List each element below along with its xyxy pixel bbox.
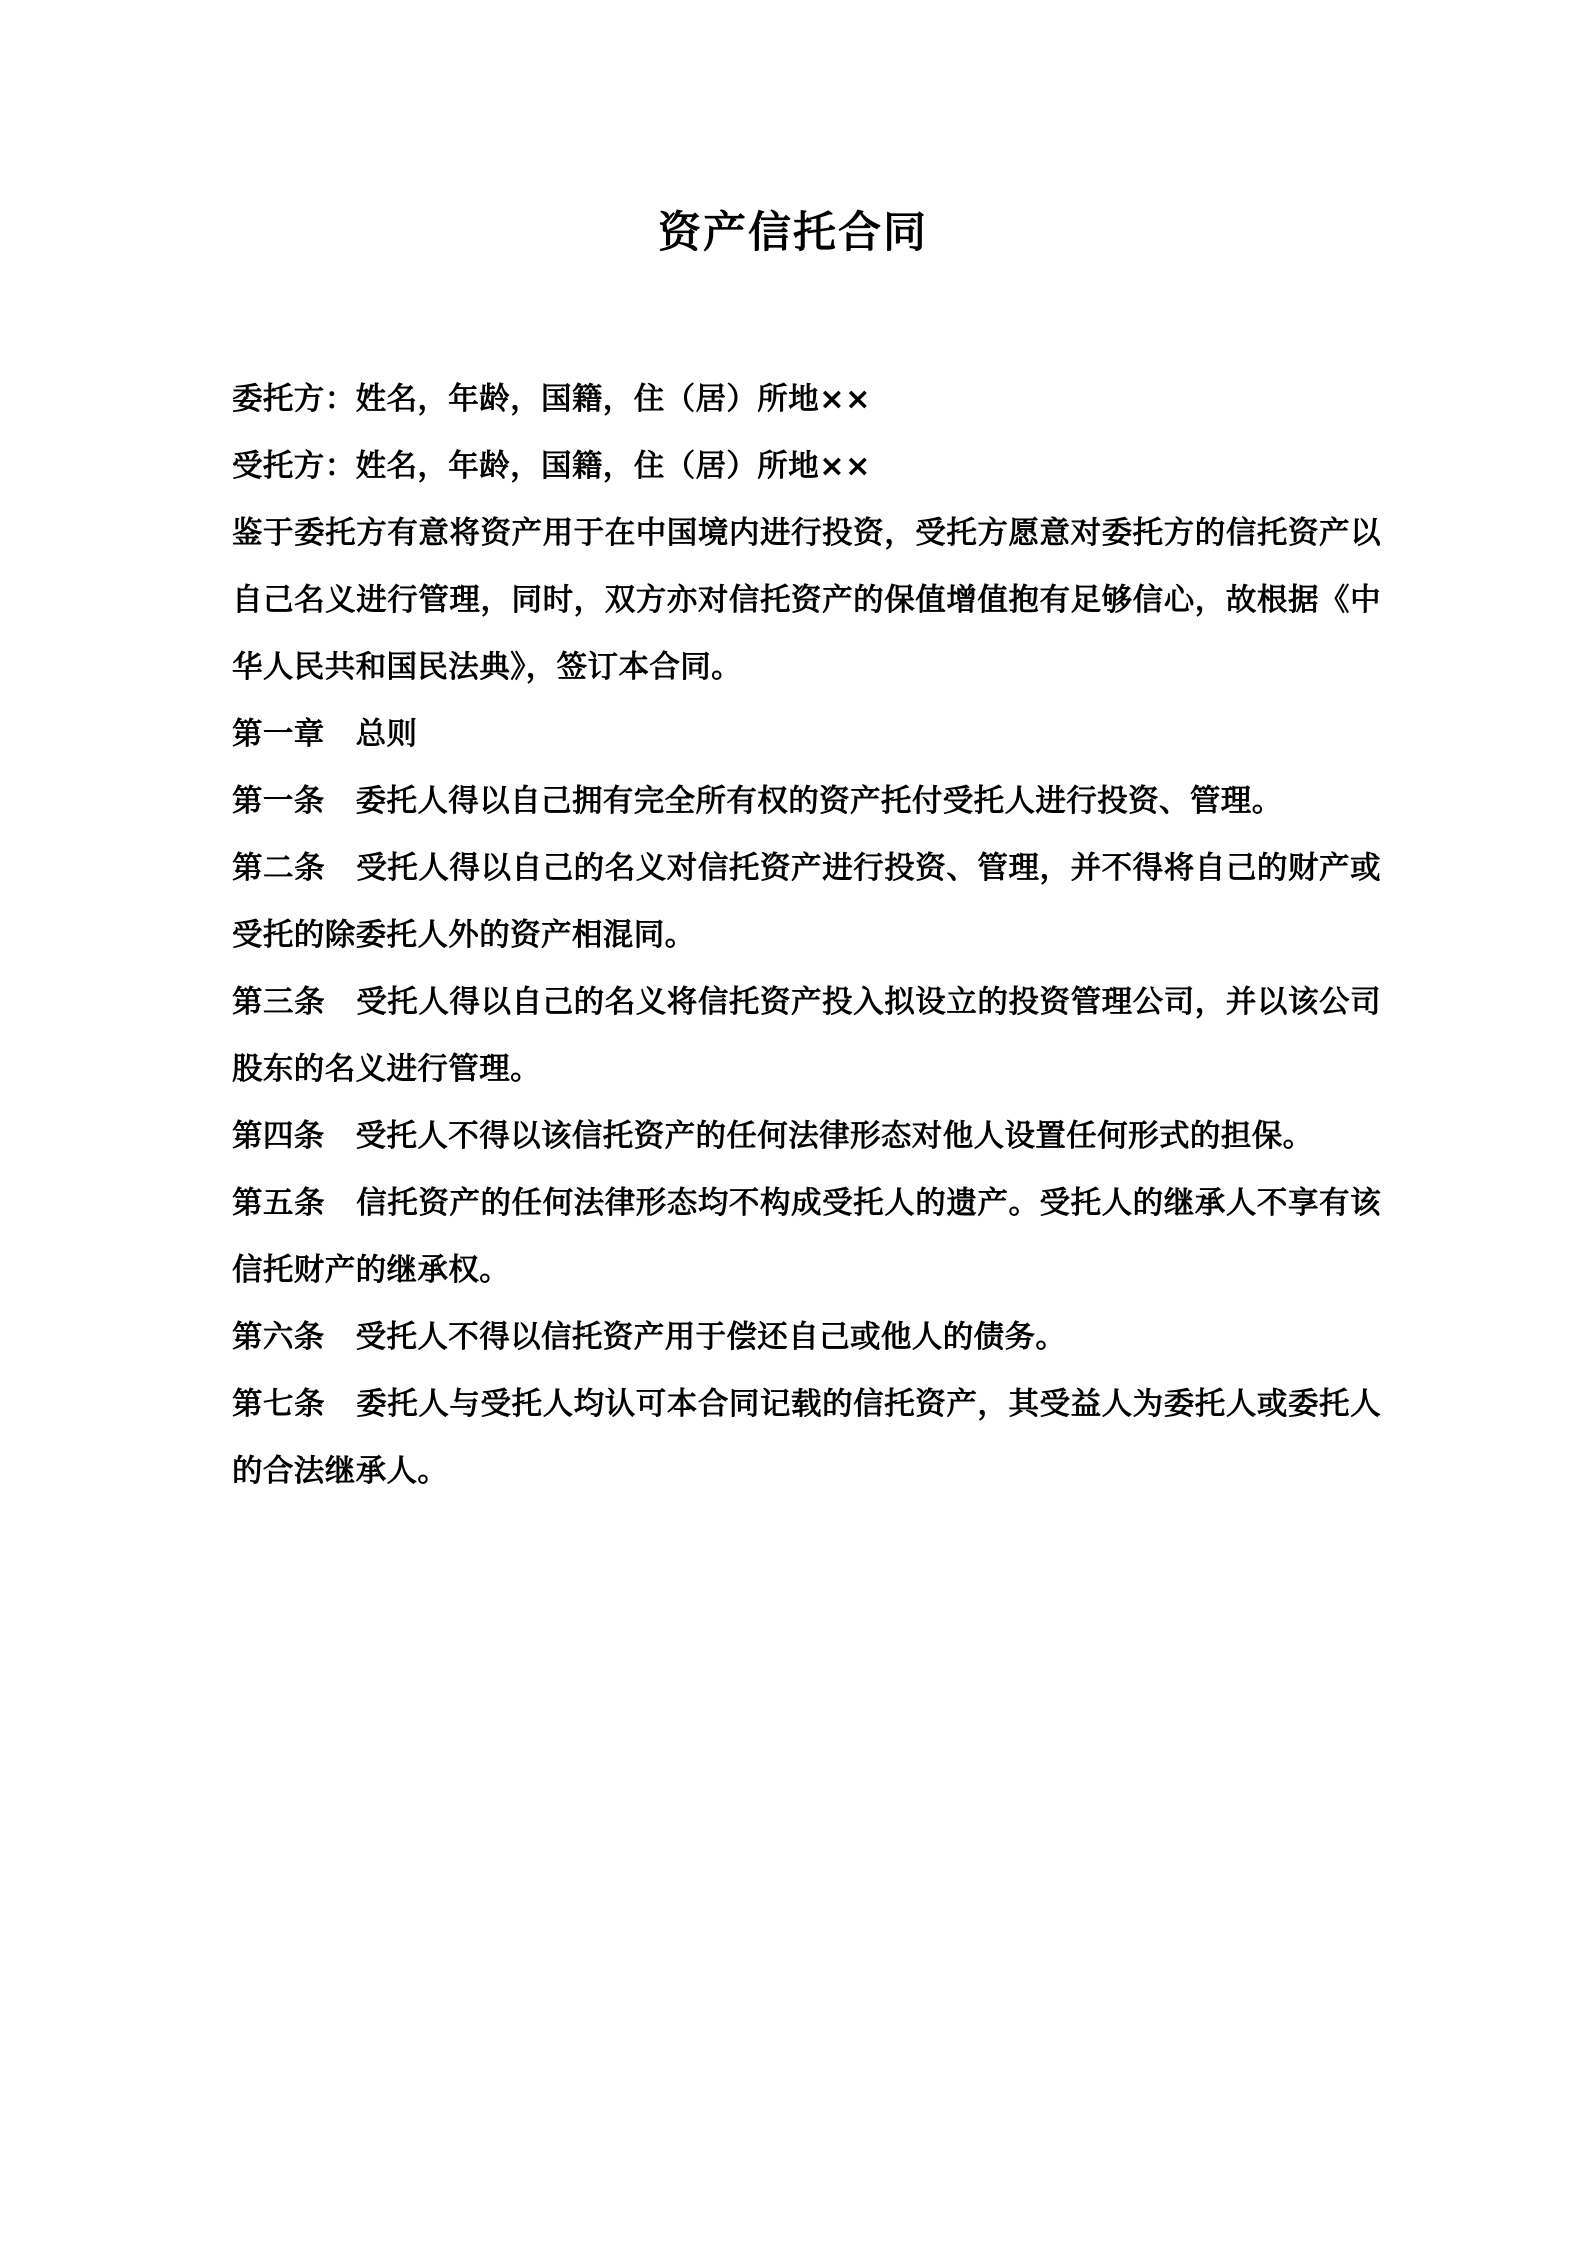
document-body [0,366,1586,1505]
paragraph-article-2: 第二条 受托人得以自己的名义对信托资产进行投资、管理，并不得将自己的财产或受托的除委托人外的资产相混同。 [232,850,1381,953]
paragraph-article-1: 第一条 委托人得以自己拥有完全所有权的资产托付受托人进行投资、管理。 [232,783,1283,819]
page-title: 资产信托合同 [658,208,928,258]
paragraph-article-4: 第四条 受托人不得以该信托资产的任何法律形态对他人设置任何形式的担保。 [232,1118,1314,1154]
paragraph-article-5: 第五条 信托资产的任何法律形态均不构成受托人的遗产。受托人的继承人不享有该信托财产的继承权。 [232,1185,1381,1288]
paragraph-consignor: 委托方：姓名，年龄，国籍，住（居）所地×× [232,381,872,417]
paragraph-trustee: 受托方：姓名，年龄，国籍，住（居）所地×× [232,448,872,484]
heading-chapter-one: 第一章 总则 [232,716,418,752]
paragraph-article-3: 第三条 受托人得以自己的名义将信托资产投入拟设立的投资管理公司，并以该公司股东的名义进行管理。 [232,984,1381,1087]
paragraph-preamble: 鉴于委托方有意将资产用于在中国境内进行投资，受托方愿意对委托方的信托资产以自己名义进行管理，同时，双方亦对信托资产的保值增值抱有足够信心，故根据《中华人民共和国民法典》，签订本合同。 [232,515,1381,685]
paragraph-article-6: 第六条 受托人不得以信托资产用于偿还自己或他人的债务。 [232,1319,1067,1355]
paragraph-article-7: 第七条 委托人与受托人均认可本合同记载的信托资产，其受益人为委托人或委托人的合法继承人。 [232,1386,1381,1489]
